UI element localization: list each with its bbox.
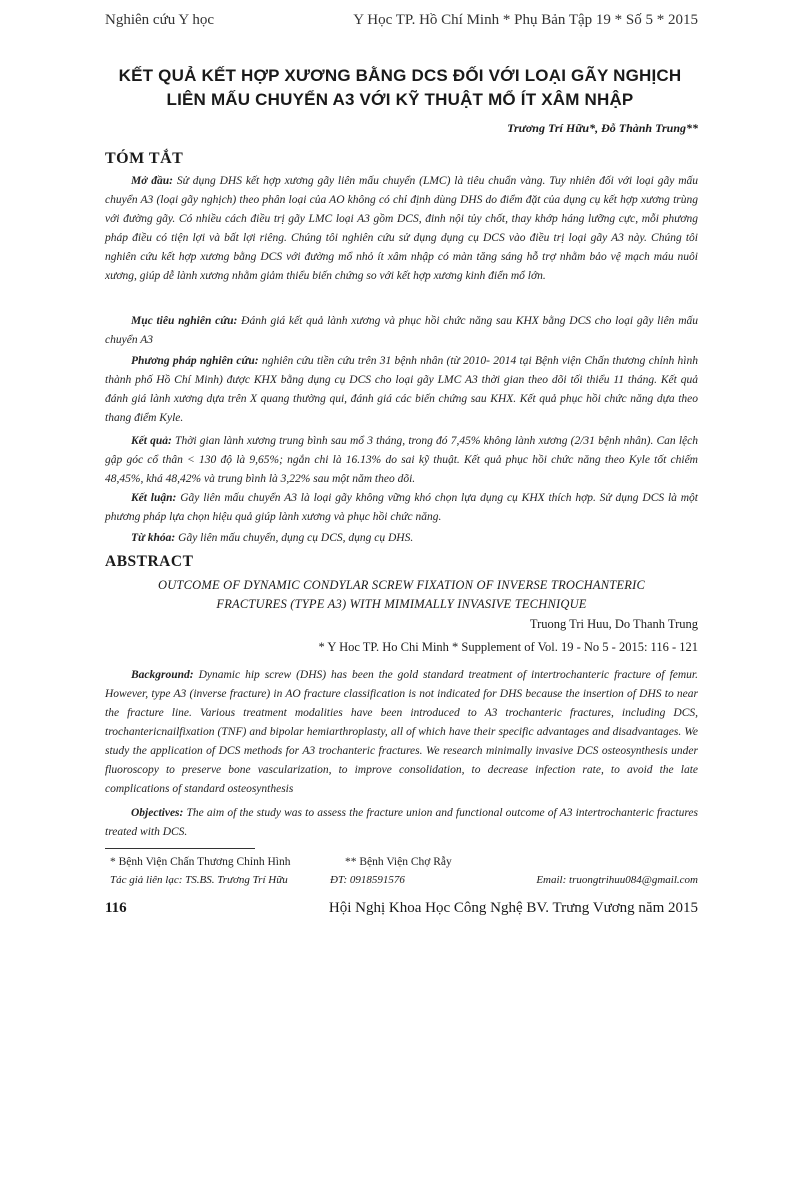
paper-title-line-2: LIÊN MẤU CHUYỂN A3 VỚI KỸ THUẬT MỔ ÍT XÂM NHẬP: [166, 90, 634, 109]
citation: * Y Hoc TP. Ho Chi Minh * Supplement of Vol. 19 - No 5 - 2015: 116 - 121: [318, 640, 698, 654]
page-number: 116: [105, 900, 127, 916]
ket-qua-text: Thời gian lành xương trung bình sau mổ 3 tháng, trong đó 7,45% không lành xương (2/31 bệnh nhân). Can lệch gập góc cổ thân < 130 độ là 9,65%; ngắn chi là 16.13% do sai kỹ thuật. Kết quả phục hồi chức năng theo Kyle tốt chiếm 48,45%, khá 48,42% và trung bình là 3,22% sau một năm theo dõi.: [105, 435, 698, 485]
contact-line: [110, 874, 698, 886]
footnote-divider: [105, 848, 255, 849]
paper-title: [95, 64, 705, 112]
objectives-text: The aim of the study was to assess the fracture union and functional outcome of A3 intertrochanteric fractures treated with DCS.: [105, 807, 698, 838]
contact-author: Tác giả liên lạc: TS.BS. Trương Trí Hữu: [110, 874, 288, 886]
tomtat-objective-paragraph: [105, 312, 698, 350]
phuong-phap-label: Phương pháp nghiên cứu:: [131, 355, 259, 367]
tomtat-intro-paragraph: [105, 172, 698, 286]
abstract-objectives-paragraph: [105, 804, 698, 842]
ket-luan-text: Gãy liên mấu chuyển A3 là loại gãy không vững khó chọn lựa dụng cụ KHX thích hợp. Sử dụng DCS là một phương pháp lựa chọn hiệu quả giúp lành xương và phục hồi chức năng.: [105, 492, 698, 523]
muc-tieu-label: Mục tiêu nghiên cứu:: [131, 315, 238, 327]
authors-english: Truong Tri Huu, Do Thanh Trung: [529, 617, 698, 631]
abstract-heading: ABSTRACT: [105, 553, 194, 570]
tu-khoa-text: Gãy liên mấu chuyển, dụng cụ DCS, dụng cụ DHS.: [178, 532, 414, 544]
abstract-title-line-1: OUTCOME OF DYNAMIC CONDYLAR SCREW FIXATION OF INVERSE TROCHANTERIC: [157, 578, 646, 592]
background-text: Dynamic hip screw (DHS) has been the gold standard treatment of intertrochanteric fracture of femur. However, type A3 (inverse fracture) in AO fracture classification is not indicated for DHS because the insertion of DHS to near the fracture line. Various treatment modalities have been introduced to A3 trochanteric fractures, including DCS, trochantericnailfixation (TNF) and bipolar hemiarthroplasty, all of which have their specific advantages and disadvantages. We study the application of DCS methods for A3 trochanteric fractures. We research minimally invasive DCS osteosynthesis under fluoroscopy to preserve bone vascularization, to improve consolidation, to decrease infection rate, to avoid the late complications of standard osteosynthesis: [105, 669, 699, 795]
affiliation-1: * Bệnh Viện Chấn Thương Chỉnh Hình: [110, 856, 291, 868]
authors-vietnamese: Trương Trí Hữu*, Đỗ Thành Trung**: [507, 121, 698, 135]
tomtat-methods-paragraph: [105, 352, 698, 428]
contact-email: Email: truongtrihuu084@gmail.com: [536, 874, 698, 886]
tomtat-keywords-paragraph: [105, 529, 698, 548]
muc-tieu-text: Đánh giá kết quả lành xương và phục hồi chức năng sau KHX bằng DCS cho loại gãy liên mấu chuyển A3: [105, 315, 698, 346]
tomtat-heading: TÓM TẮT: [105, 150, 184, 167]
abstract-title-line-2: FRACTURES (TYPE A3) WITH MIMIMALLY INVASIVE TECHNIQUE: [216, 597, 587, 611]
ket-luan-label: Kết luận:: [131, 492, 177, 504]
tomtat-conclusion-paragraph: [105, 489, 698, 527]
background-label: Background:: [131, 669, 194, 681]
ket-qua-label: Kết quả:: [131, 435, 172, 447]
affiliation-2: ** Bệnh Viện Chợ Rẫy: [345, 856, 452, 868]
running-header-left: Nghiên cứu Y học: [105, 12, 215, 28]
abstract-background-paragraph: [105, 666, 698, 799]
phuong-phap-text: nghiên cứu tiền cứu trên 31 bệnh nhân (từ 2010- 2014 tại Bệnh viện Chấn thương chỉnh hình thành phố Hồ Chí Minh) được KHX bằng dụng cụ DCS cho loại gãy LMC A3 thời gian theo dõi tối thiểu 11 tháng. Kết quả đánh giá lành xương dựa trên X quang thường qui, đánh giá các biến chứng sau KHX. Kết quả phục hồi chức năng dựa theo thang điểm Kyle.: [105, 355, 699, 424]
conference-footer: Hội Nghị Khoa Học Công Nghệ BV. Trưng Vương năm 2015: [328, 900, 698, 916]
tu-khoa-label: Từ khóa:: [131, 532, 176, 544]
tomtat-results-paragraph: [105, 432, 698, 489]
mo-dau-text: Sử dụng DHS kết hợp xương gãy liên mấu chuyển (LMC) là tiêu chuẩn vàng. Tuy nhiên đối với loại gãy mấu chuyển A3 (loại gãy nghịch) theo phân loại của AO không có chỉ định dùng DHS do điểm đặt của dụng cụ kết hợp xương trùng với đường gãy. Có nhiều cách điều trị gãy LMC loại A3 gồm DCS, đinh nội tủy chốt, thay khớp háng lưỡng cực, mỗi phương pháp điều có tiện lợi và bất lợi riêng. Chúng tôi nghiên cứu sử dụng dụng cụ DCS vào điều trị loại gãy A3 này. Chúng tôi nghiên cứu kết hợp xương bằng DCS với đường mổ nhỏ ít xâm nhập có màn tăng sáng hỗ trợ nhằm bảo vệ mạch máu nuôi xương, giúp dễ lành xương nhằm giảm thiểu biến chứng so với kết hợp xương kinh điển mổ lớn.: [105, 175, 699, 282]
objectives-label: Objectives:: [131, 807, 184, 819]
abstract-title: [105, 576, 698, 614]
running-header-right: Y Học TP. Hồ Chí Minh * Phụ Bản Tập 19 * Số 5 * 2015: [353, 12, 698, 28]
contact-phone: ĐT: 0918591576: [330, 874, 405, 886]
paper-title-line-1: KẾT QUẢ KẾT HỢP XƯƠNG BẰNG DCS ĐỐI VỚI LOẠI GÃY NGHỊCH: [118, 66, 682, 85]
mo-dau-label: Mở đầu:: [131, 175, 173, 187]
